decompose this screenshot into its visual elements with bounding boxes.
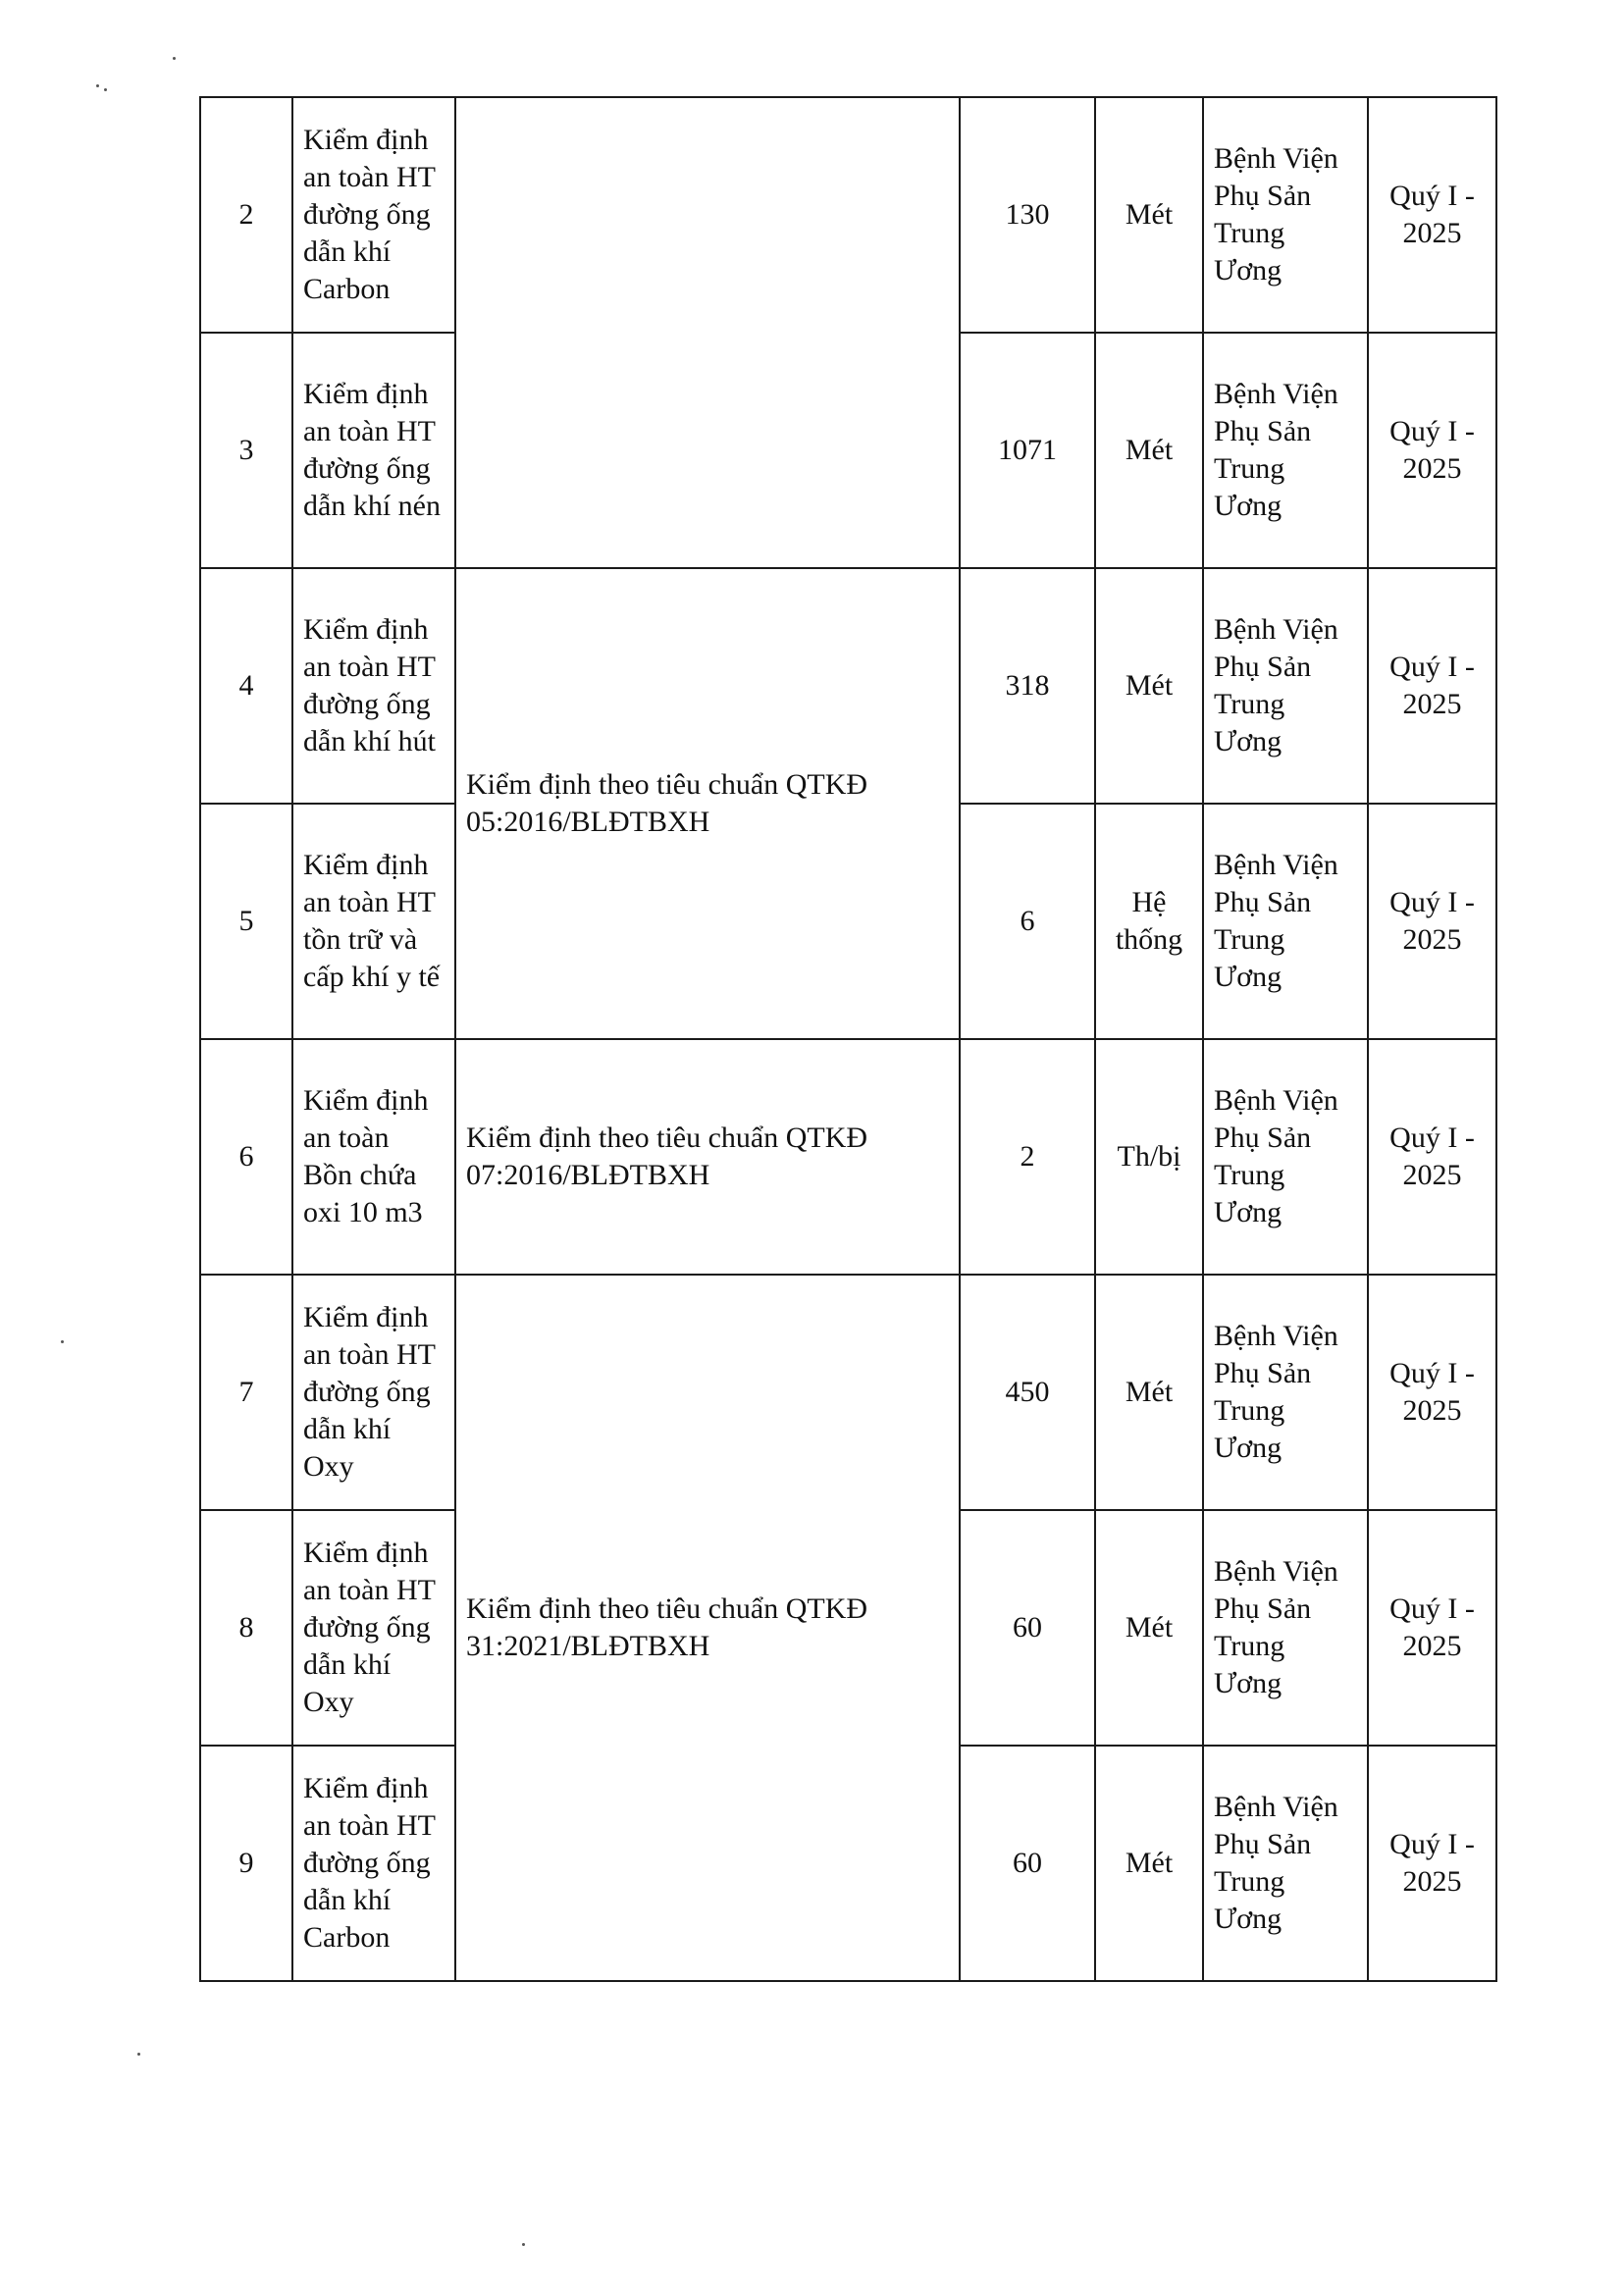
- schedule: Quý I - 2025: [1368, 568, 1496, 804]
- schedule: Quý I - 2025: [1368, 333, 1496, 568]
- unit: Mét: [1095, 1746, 1203, 1981]
- location: Bệnh Viện Phụ Sản Trung Ương: [1203, 1275, 1368, 1510]
- unit: Hệ thống: [1095, 804, 1203, 1039]
- quantity: 130: [960, 97, 1095, 333]
- row-number: 4: [200, 568, 292, 804]
- location: Bệnh Viện Phụ Sản Trung Ương: [1203, 333, 1368, 568]
- scan-speck: [137, 2053, 140, 2056]
- schedule: Quý I - 2025: [1368, 1275, 1496, 1510]
- table-row: [200, 1275, 1496, 1510]
- row-number: 9: [200, 1746, 292, 1981]
- table-row: [200, 568, 1496, 804]
- quantity: 6: [960, 804, 1095, 1039]
- scan-speck: [104, 88, 107, 91]
- standard-cell: Kiểm định theo tiêu chuẩn QTKĐ 05:2016/BLĐTBXH: [455, 568, 960, 1039]
- quantity: 60: [960, 1746, 1095, 1981]
- item-name: Kiểm định an toàn HT đường ống dẫn khí hút: [292, 568, 455, 804]
- unit: Mét: [1095, 1510, 1203, 1746]
- unit: Mét: [1095, 568, 1203, 804]
- schedule: Quý I - 2025: [1368, 97, 1496, 333]
- unit: Mét: [1095, 97, 1203, 333]
- quantity: 318: [960, 568, 1095, 804]
- row-number: 8: [200, 1510, 292, 1746]
- row-number: 6: [200, 1039, 292, 1275]
- item-name: Kiểm định an toàn HT đường ống dẫn khí Carbon: [292, 1746, 455, 1981]
- quantity: 2: [960, 1039, 1095, 1275]
- location: Bệnh Viện Phụ Sản Trung Ương: [1203, 1510, 1368, 1746]
- row-number: 2: [200, 97, 292, 333]
- schedule: Quý I - 2025: [1368, 1510, 1496, 1746]
- item-name: Kiểm định an toàn Bồn chứa oxi 10 m3: [292, 1039, 455, 1275]
- quantity: 1071: [960, 333, 1095, 568]
- item-name: Kiểm định an toàn HT tồn trữ và cấp khí y tế: [292, 804, 455, 1039]
- standard-cell: Kiểm định theo tiêu chuẩn QTKĐ 07:2016/BLĐTBXH: [455, 1039, 960, 1275]
- item-name: Kiểm định an toàn HT đường ống dẫn khí Oxy: [292, 1510, 455, 1746]
- location: Bệnh Viện Phụ Sản Trung Ương: [1203, 1039, 1368, 1275]
- row-number: 3: [200, 333, 292, 568]
- scan-speck: [522, 2243, 525, 2246]
- schedule: Quý I - 2025: [1368, 804, 1496, 1039]
- item-name: Kiểm định an toàn HT đường ống dẫn khí Carbon: [292, 97, 455, 333]
- location: Bệnh Viện Phụ Sản Trung Ương: [1203, 97, 1368, 333]
- schedule: Quý I - 2025: [1368, 1746, 1496, 1981]
- quantity: 60: [960, 1510, 1095, 1746]
- table-row: [200, 1039, 1496, 1275]
- row-number: 5: [200, 804, 292, 1039]
- scan-speck: [61, 1340, 64, 1343]
- inspection-plan-table: [199, 96, 1497, 1982]
- location: Bệnh Viện Phụ Sản Trung Ương: [1203, 1746, 1368, 1981]
- table-row: [200, 97, 1496, 333]
- unit: Mét: [1095, 333, 1203, 568]
- scan-speck: [173, 57, 176, 60]
- standard-cell: [455, 97, 960, 568]
- row-number: 7: [200, 1275, 292, 1510]
- schedule: Quý I - 2025: [1368, 1039, 1496, 1275]
- unit: Mét: [1095, 1275, 1203, 1510]
- item-name: Kiểm định an toàn HT đường ống dẫn khí Oxy: [292, 1275, 455, 1510]
- standard-cell: Kiểm định theo tiêu chuẩn QTKĐ 31:2021/BLĐTBXH: [455, 1275, 960, 1981]
- location: Bệnh Viện Phụ Sản Trung Ương: [1203, 568, 1368, 804]
- item-name: Kiểm định an toàn HT đường ống dẫn khí nén: [292, 333, 455, 568]
- unit: Th/bị: [1095, 1039, 1203, 1275]
- location: Bệnh Viện Phụ Sản Trung Ương: [1203, 804, 1368, 1039]
- scan-speck: [96, 84, 99, 87]
- quantity: 450: [960, 1275, 1095, 1510]
